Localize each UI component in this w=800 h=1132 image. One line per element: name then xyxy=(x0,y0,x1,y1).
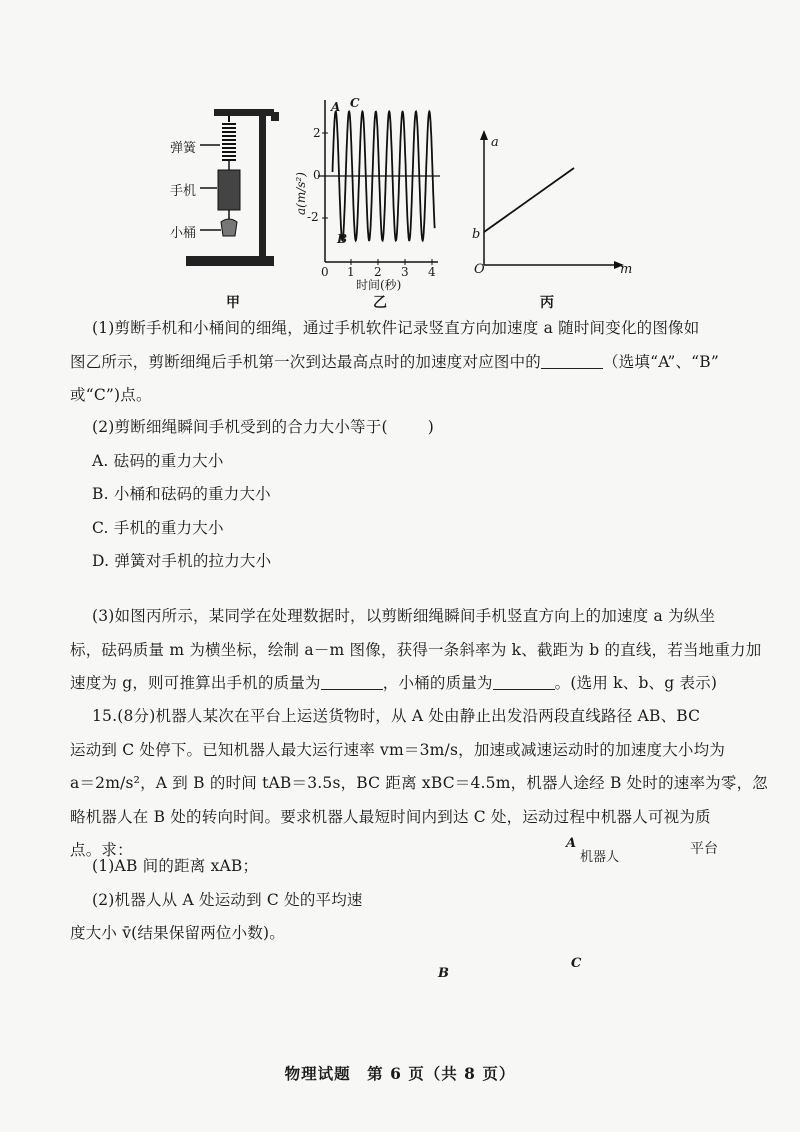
q15-sub1: (1)AB 间的距离 xAB； xyxy=(92,857,259,875)
yi-point-A: A xyxy=(331,100,341,114)
q14-p3-line3: 速度为 g，则可推算出手机的质量为 ，小桶的质量为 。(选用 k、b、g 表示) xyxy=(70,667,752,701)
yi-xtick-4: 4 xyxy=(428,265,436,279)
bing-y-label: a xyxy=(491,135,499,150)
q15-subquestions xyxy=(70,850,410,951)
q15-line4: 略机器人在 B 处的转向时间。要求机器人最短时间内到达 C 处，运动过程中机器人可视为质 xyxy=(70,807,711,826)
answer-blank-1[interactable] xyxy=(541,350,603,369)
q14-part2 xyxy=(92,411,752,579)
yi-tick-neg2: -2 xyxy=(307,210,319,224)
yi-point-B: B xyxy=(337,232,348,246)
q14-part3 xyxy=(70,600,762,701)
platform-label-robot: 机器人 xyxy=(580,850,620,865)
platform-label-A: A xyxy=(566,836,577,851)
q14-p1-line1: (1)剪断手机和小桶间的细绳，通过手机软件记录竖直方向加速度 a 随时间变化的图像如 xyxy=(92,319,700,337)
answer-blank-2[interactable] xyxy=(321,671,383,690)
q14-opt-d: D. 弹簧对手机的拉力大小 xyxy=(92,552,272,570)
platform-label-platform: 平台 xyxy=(690,841,718,857)
phone-block xyxy=(218,170,240,210)
q14-p1-line3: 或“C”)点。 xyxy=(70,386,152,404)
platform-label-B: B xyxy=(438,966,449,981)
q14-opt-c: C. 手机的重力大小 xyxy=(92,518,224,537)
q14-p3-line2: 标，砝码质量 m 为横坐标，绘制 a－m 图像，获得一条斜率为 k、截距为 b 的直线，若当地重力加 xyxy=(70,640,762,659)
yi-xtick-1: 1 xyxy=(347,265,355,279)
q14-opt-b: B. 小桶和砝码的重力大小 xyxy=(92,485,271,503)
q14-p2: (2)剪断细绳瞬间手机受到的合力大小等于( ) xyxy=(92,418,434,436)
yi-xtick-2: 2 xyxy=(374,265,382,279)
answer-blank-3[interactable] xyxy=(493,671,555,690)
yi-x-label: 时间(秒) xyxy=(356,278,402,292)
q15-sub2-line2: 度大小 v̄(结果保留两位小数)。 xyxy=(70,924,285,942)
caption-yi: 乙 xyxy=(373,295,387,311)
yi-xtick-0: 0 xyxy=(321,265,329,279)
label-bucket: 小桶 xyxy=(170,226,197,241)
bing-line xyxy=(484,168,574,232)
caption-bing: 丙 xyxy=(540,295,554,311)
stand-arm xyxy=(214,109,274,116)
q14-p1-line2: 图乙所示，剪断细绳后手机第一次到达最高点时的加速度对应图中的 （选填“A”、“B” xyxy=(70,346,752,380)
q15-sub2-line1: (2)机器人从 A 处运动到 C 处的平均速 xyxy=(92,890,363,909)
q15-line2: 运动到 C 处停下。已知机器人最大运行速率 vm＝3m/s，加速或减速运动时的加速度大小均为 xyxy=(70,740,726,759)
bing-x-label: m xyxy=(620,262,633,277)
yi-xtick-3: 3 xyxy=(401,265,409,279)
label-phone: 手机 xyxy=(170,184,197,199)
stand-pole xyxy=(259,112,266,260)
page-footer: 物理试题 第 6 页（共 8 页） xyxy=(284,1064,516,1083)
q14-part1 xyxy=(70,312,752,413)
platform-label-C: C xyxy=(571,956,582,971)
figure-bing xyxy=(480,130,624,269)
yi-point-C: C xyxy=(350,96,360,110)
figure-jia xyxy=(186,109,279,266)
yi-tick-2: 2 xyxy=(313,126,321,140)
q15-line3: a＝2m/s²，A 到 B 的时间 tAB＝3.5s，BC 距离 xBC＝4.5m，机器人途经 B 处时的速率为零，忽 xyxy=(70,774,768,792)
bing-intercept-label: b xyxy=(472,227,481,242)
q15-stem xyxy=(70,700,768,868)
spring-coils xyxy=(222,124,236,160)
bing-origin-label: O xyxy=(474,262,485,277)
bucket-shape xyxy=(221,219,237,236)
q15-line1: 15.(8分)机器人某次在平台上运送货物时，从 A 处由静止出发沿两段直线路径 AB、BC xyxy=(92,707,701,725)
yi-y-label: a(m/s²) xyxy=(294,172,308,215)
q14-opt-a: A. 砝码的重力大小 xyxy=(92,451,224,470)
figures-row xyxy=(0,0,800,310)
q14-p3-line1: (3)如图丙所示，某同学在处理数据时，以剪断细绳瞬间手机竖直方向上的加速度 a 为纵坐 xyxy=(92,607,716,625)
figures-svg xyxy=(0,0,800,310)
caption-jia: 甲 xyxy=(226,295,240,311)
yi-tick-0: 0 xyxy=(313,168,321,182)
label-spring: 弹簧 xyxy=(170,141,197,156)
q15-line5: 点。求： xyxy=(70,841,133,859)
